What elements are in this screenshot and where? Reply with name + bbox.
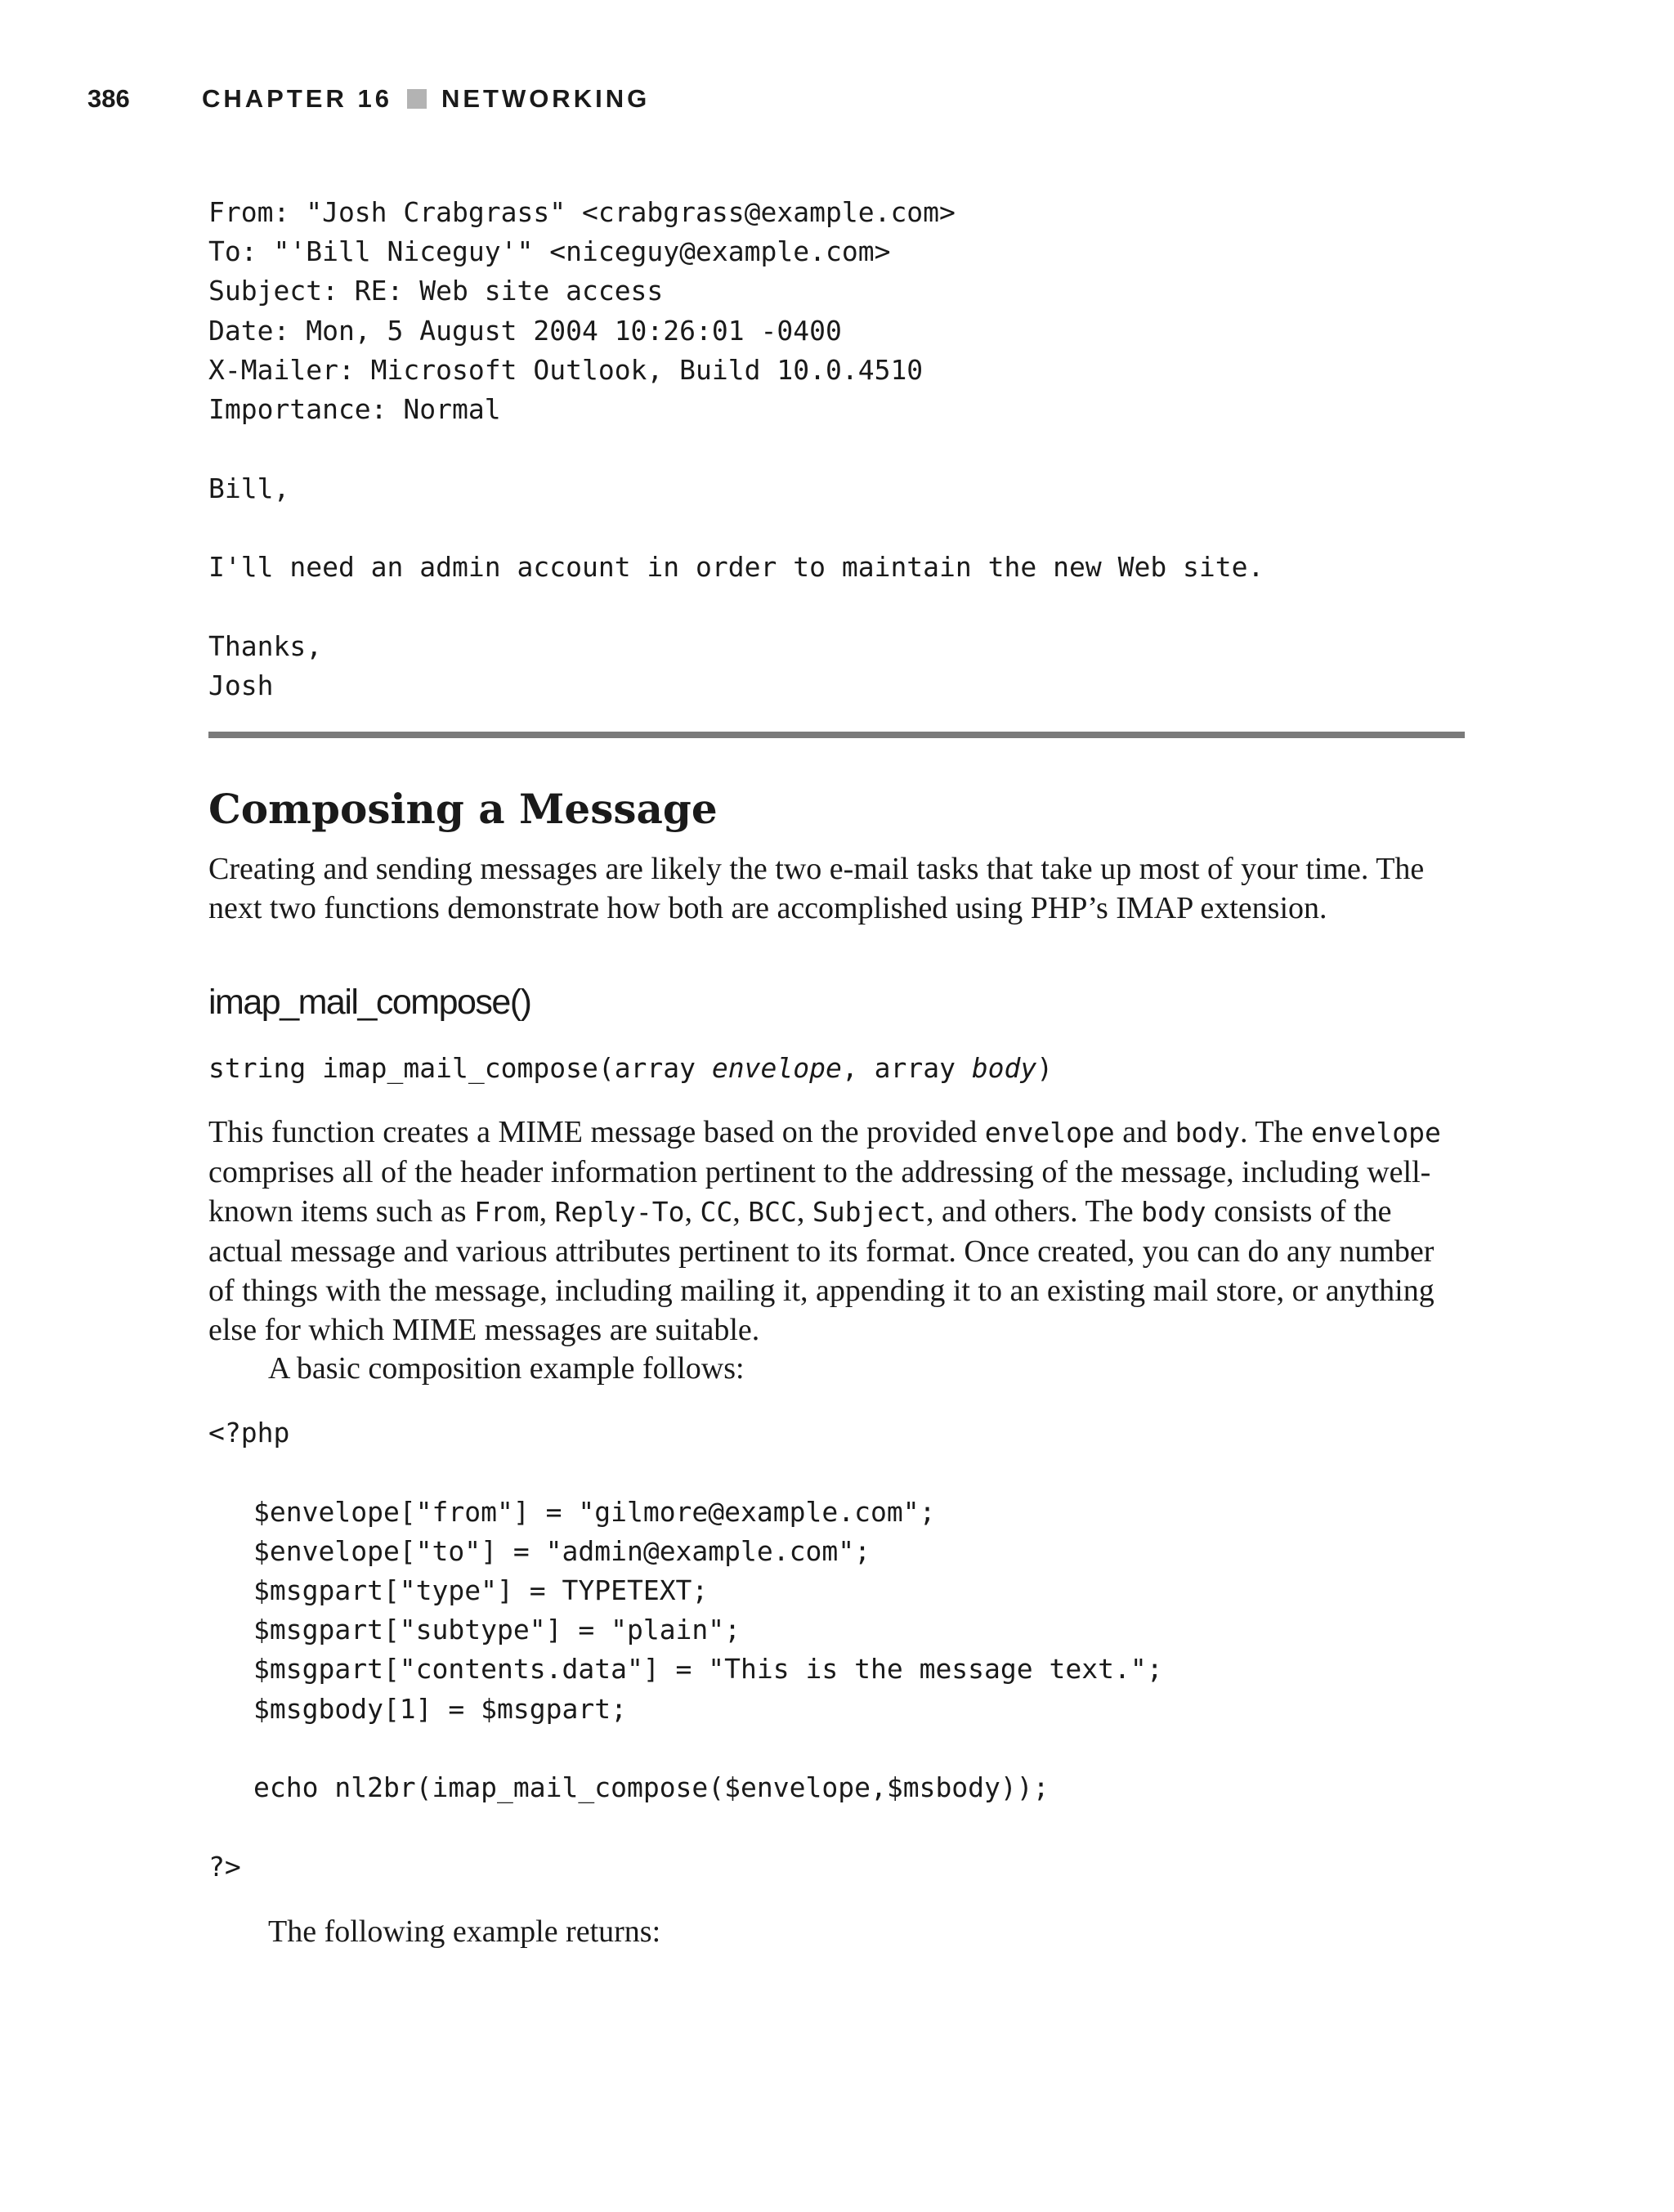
code-line: $msgbody[1] = $msgpart; — [253, 1693, 627, 1725]
running-header — [87, 81, 650, 117]
code-line: $msgpart["contents.data"] = "This is the message text."; — [253, 1653, 1163, 1685]
code-line: $envelope["from"] = "gilmore@example.com"; — [253, 1496, 936, 1528]
inline-code: Reply-To — [554, 1196, 685, 1228]
inline-code: body — [1175, 1117, 1241, 1149]
email-line: Bill, — [208, 472, 290, 504]
email-line: I'll need an admin account in order to maintain the new Web site. — [208, 551, 1264, 583]
returns-intro: The following example returns: — [268, 1914, 661, 1949]
code-line: <?php — [208, 1417, 290, 1449]
email-line: Importance: Normal — [208, 393, 501, 425]
inline-code: Subject — [812, 1196, 926, 1228]
signature-arg-envelope: envelope — [711, 1052, 842, 1084]
email-line: Date: Mon, 5 August 2004 10:26:01 -0400 — [208, 315, 842, 347]
example-intro: A basic composition example follows: — [268, 1351, 745, 1386]
code-line: $envelope["to"] = "admin@example.com"; — [253, 1535, 871, 1567]
email-line: Josh — [208, 669, 274, 701]
inline-code: CC — [700, 1196, 733, 1228]
code-line: $msgpart["type"] = TYPETEXT; — [253, 1574, 709, 1606]
code-line: $msgpart["subtype"] = "plain"; — [253, 1614, 741, 1646]
inline-code: BCC — [748, 1196, 797, 1228]
header-separator-square — [407, 89, 427, 109]
code-line: echo nl2br(imap_mail_compose($envelope,$msbody)); — [253, 1771, 1050, 1803]
email-line: Thanks, — [208, 630, 323, 662]
section-heading: Composing a Message — [208, 785, 718, 833]
chapter-label: CHAPTER 16 — [202, 84, 392, 113]
inline-code: body — [1141, 1196, 1206, 1228]
function-heading: imap_mail_compose() — [208, 983, 531, 1022]
inline-code: From — [474, 1196, 539, 1228]
email-line: X-Mailer: Microsoft Outlook, Build 10.0.4510 — [208, 354, 924, 386]
inline-code: envelope — [984, 1117, 1115, 1149]
email-line: To: "'Bill Niceguy'" <niceguy@example.com> — [208, 235, 891, 267]
email-line: From: "Josh Crabgrass" <crabgrass@example.com> — [208, 196, 956, 228]
function-description: This function creates a MIME message based on the provided envelope and body. The envelope comprises all of the header information pertinent to the addressing of the message, including well-known items such as From, Reply-To, CC, BCC, Subject, and others. The body consists of the actual message and various attributes pertinent to its format. Once created, you can do any number of things with the message, including mailing it, appending it to an existing mail store, or anything else for which MIME messages are suitable. — [208, 1115, 1441, 1347]
inline-code: envelope — [1310, 1117, 1441, 1149]
signature-arg-body: body — [971, 1052, 1037, 1084]
email-line: Subject: RE: Web site access — [208, 275, 664, 307]
section-label: NETWORKING — [441, 84, 651, 113]
code-line: ?> — [208, 1851, 241, 1883]
page-number: 386 — [87, 84, 130, 113]
function-signature: string imap_mail_compose(array envelope, array body) — [208, 1052, 1054, 1084]
section-intro: Creating and sending messages are likely the two e-mail tasks that take up most of your time. The next two functions demonstrate how both are accomplished using PHP’s IMAP extension. — [208, 852, 1425, 925]
section-divider — [208, 732, 1465, 738]
